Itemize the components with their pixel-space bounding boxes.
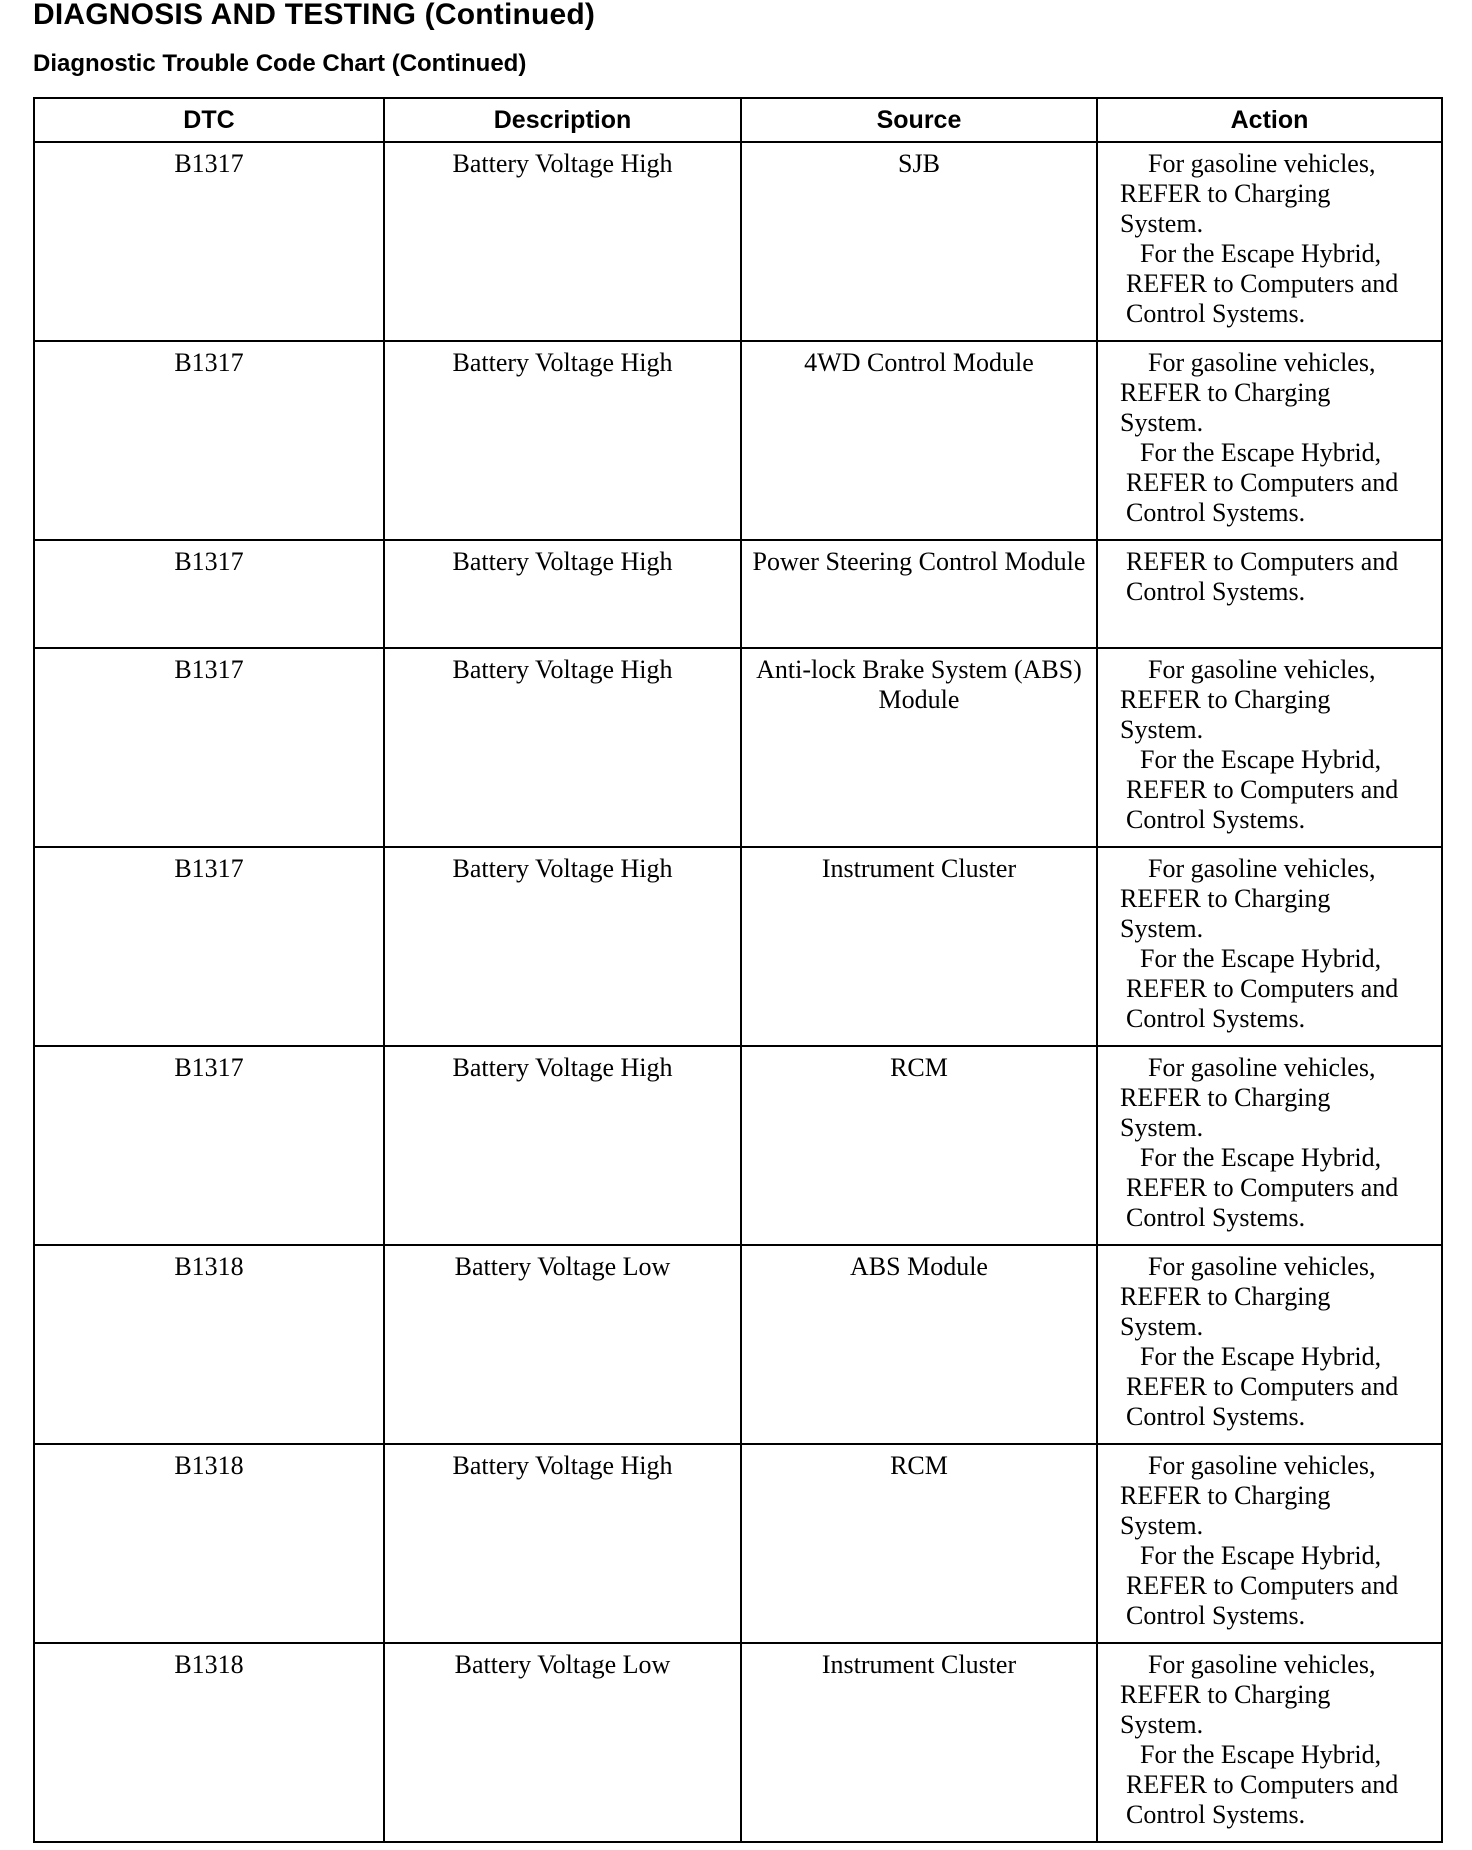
- document-page: [33, 0, 1441, 1829]
- cell-action: [1097, 1643, 1442, 1842]
- page-heading: DIAGNOSIS AND TESTING (Continued): [33, 0, 596, 31]
- action-line: For gasoline vehicles,: [1148, 1451, 1376, 1480]
- action-line: For the Escape Hybrid,: [1140, 1541, 1382, 1570]
- action-line: REFER to Charging: [1120, 685, 1331, 714]
- cell-source: Anti-lock Brake System (ABS) Module: [741, 648, 1097, 847]
- table-row: [34, 1046, 1442, 1245]
- action-line: System.: [1120, 1710, 1204, 1739]
- action-line: For gasoline vehicles,: [1148, 1252, 1376, 1281]
- cell-description: Battery Voltage Low: [384, 1245, 741, 1444]
- table-row: [34, 847, 1442, 1046]
- table-header-row: [34, 98, 1442, 142]
- cell-description: Battery Voltage High: [384, 540, 741, 648]
- column-header-dtc: DTC: [34, 98, 384, 142]
- action-line: REFER to Computers and: [1126, 269, 1399, 298]
- action-line: REFER to Charging: [1120, 1680, 1331, 1709]
- action-line: REFER to Computers and: [1126, 547, 1399, 576]
- chart-subheading: Diagnostic Trouble Code Chart (Continued): [33, 50, 527, 77]
- cell-dtc: B1318: [34, 1643, 384, 1842]
- action-line: For gasoline vehicles,: [1148, 1053, 1376, 1082]
- cell-source: RCM: [741, 1444, 1097, 1643]
- action-line: For the Escape Hybrid,: [1140, 1143, 1382, 1172]
- cell-description: Battery Voltage High: [384, 1444, 741, 1643]
- action-line: Control Systems.: [1126, 1800, 1306, 1829]
- cell-dtc: B1318: [34, 1444, 384, 1643]
- cell-description: Battery Voltage High: [384, 341, 741, 540]
- action-line: System.: [1120, 209, 1204, 238]
- action-line: For gasoline vehicles,: [1148, 854, 1376, 883]
- action-line: REFER to Computers and: [1126, 974, 1399, 1003]
- column-header-action: Action: [1097, 98, 1442, 142]
- cell-source: SJB: [741, 142, 1097, 341]
- cell-dtc: B1317: [34, 142, 384, 341]
- action-line: For the Escape Hybrid,: [1140, 438, 1382, 467]
- action-line: REFER to Computers and: [1126, 1173, 1399, 1202]
- action-line: For the Escape Hybrid,: [1140, 745, 1382, 774]
- action-line: REFER to Charging: [1120, 378, 1331, 407]
- cell-description: Battery Voltage High: [384, 648, 741, 847]
- cell-action: [1097, 1444, 1442, 1643]
- dtc-table: [33, 97, 1443, 1843]
- action-line: REFER to Charging: [1120, 884, 1331, 913]
- action-line: REFER to Computers and: [1126, 1372, 1399, 1401]
- action-line: REFER to Computers and: [1126, 1770, 1399, 1799]
- action-line: System.: [1120, 408, 1204, 437]
- table-row: [34, 1643, 1442, 1842]
- action-line: Control Systems.: [1126, 498, 1306, 527]
- cell-action: [1097, 1245, 1442, 1444]
- cell-source: ABS Module: [741, 1245, 1097, 1444]
- cell-action: [1097, 1046, 1442, 1245]
- cell-dtc: B1317: [34, 341, 384, 540]
- action-line: Control Systems.: [1126, 577, 1306, 606]
- cell-action: [1097, 540, 1442, 648]
- action-line: REFER to Computers and: [1126, 468, 1399, 497]
- table-row: [34, 648, 1442, 847]
- action-line: System.: [1120, 1113, 1204, 1142]
- cell-description: Battery Voltage High: [384, 1046, 741, 1245]
- action-line: For gasoline vehicles,: [1148, 1650, 1376, 1679]
- table-row: [34, 1245, 1442, 1444]
- action-line: System.: [1120, 1511, 1204, 1540]
- cell-description: Battery Voltage High: [384, 142, 741, 341]
- action-line: System.: [1120, 1312, 1204, 1341]
- cell-action: [1097, 341, 1442, 540]
- column-header-description: Description: [384, 98, 741, 142]
- action-line: Control Systems.: [1126, 805, 1306, 834]
- table-row: [34, 540, 1442, 648]
- action-line: REFER to Computers and: [1126, 1571, 1399, 1600]
- action-line: For gasoline vehicles,: [1148, 149, 1376, 178]
- cell-source: RCM: [741, 1046, 1097, 1245]
- column-header-source: Source: [741, 98, 1097, 142]
- cell-action: [1097, 847, 1442, 1046]
- table-row: [34, 341, 1442, 540]
- cell-dtc: B1318: [34, 1245, 384, 1444]
- action-line: For the Escape Hybrid,: [1140, 1342, 1382, 1371]
- action-line: Control Systems.: [1126, 1402, 1306, 1431]
- cell-action: [1097, 648, 1442, 847]
- action-line: Control Systems.: [1126, 1004, 1306, 1033]
- action-line: Control Systems.: [1126, 299, 1306, 328]
- cell-dtc: B1317: [34, 648, 384, 847]
- cell-dtc: B1317: [34, 540, 384, 648]
- action-line: REFER to Computers and: [1126, 775, 1399, 804]
- action-line: Control Systems.: [1126, 1601, 1306, 1630]
- cell-dtc: B1317: [34, 1046, 384, 1245]
- action-line: REFER to Charging: [1120, 1481, 1331, 1510]
- table-row: [34, 1444, 1442, 1643]
- action-line: For the Escape Hybrid,: [1140, 1740, 1382, 1769]
- action-line: System.: [1120, 715, 1204, 744]
- action-line: REFER to Charging: [1120, 179, 1331, 208]
- action-line: REFER to Charging: [1120, 1282, 1331, 1311]
- action-line: For the Escape Hybrid,: [1140, 239, 1382, 268]
- cell-action: [1097, 142, 1442, 341]
- cell-description: Battery Voltage High: [384, 847, 741, 1046]
- cell-source: Instrument Cluster: [741, 1643, 1097, 1842]
- cell-description: Battery Voltage Low: [384, 1643, 741, 1842]
- table-row: [34, 142, 1442, 341]
- cell-source: 4WD Control Module: [741, 341, 1097, 540]
- cell-source: Power Steering Control Module: [741, 540, 1097, 648]
- dtc-table-body: [34, 142, 1442, 1842]
- cell-source: Instrument Cluster: [741, 847, 1097, 1046]
- action-line: For the Escape Hybrid,: [1140, 944, 1382, 973]
- action-line: For gasoline vehicles,: [1148, 655, 1376, 684]
- action-line: System.: [1120, 914, 1204, 943]
- action-line: Control Systems.: [1126, 1203, 1306, 1232]
- cell-dtc: B1317: [34, 847, 384, 1046]
- action-line: REFER to Charging: [1120, 1083, 1331, 1112]
- action-line: For gasoline vehicles,: [1148, 348, 1376, 377]
